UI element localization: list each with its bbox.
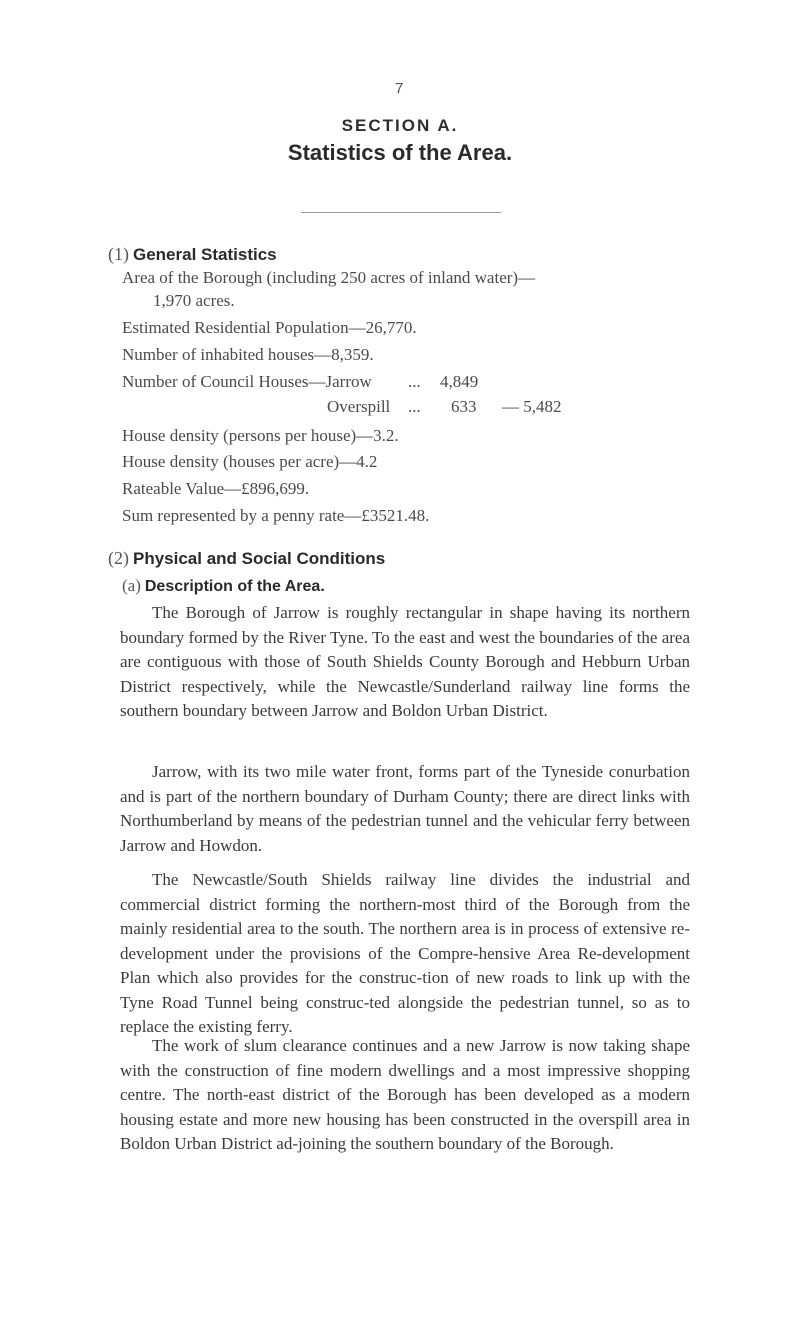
physical-conditions-heading	[108, 548, 385, 569]
penny-rate-line: Sum represented by a penny rate—£3521.48.	[122, 506, 430, 525]
physical-conditions-title: Physical and Social Conditions	[133, 549, 386, 568]
page-title: Statistics of the Area.	[287, 140, 513, 165]
general-statistics-heading	[108, 244, 277, 265]
area-line-1: Area of the Borough (including 250 acres of inland water)—	[122, 268, 536, 287]
general-statistics-number: (1)	[108, 244, 129, 264]
density-houses-line: House density (houses per acre)—4.2	[122, 452, 378, 471]
overspill-label: Overspill	[327, 397, 391, 416]
physical-conditions-number: (2)	[108, 548, 129, 568]
population-line: Estimated Residential Population—26,770.	[122, 318, 417, 337]
houses-line: Number of inhabited houses—8,359.	[122, 345, 374, 364]
paragraph-3: The Newcastle/South Shields railway line divides the industrial and commercial district forming the northern-most third of the Borough from the mainly residential area to the south. The northern area is in process of extensive re-development under the provisions of the Compre-hensive Area Re-development Plan which also provides for the construc-tion of new roads to link up with the Tyne Road Tunnel being construc-ted alongside the pedestrian tunnel, so as to replace the existing ferry.	[120, 870, 690, 1036]
council-total-value: — 5,482	[502, 397, 562, 416]
section-label: SECTION A.	[341, 116, 459, 135]
rateable-value-line: Rateable Value—£896,699.	[122, 479, 310, 498]
description-subheading-number: (a)	[122, 576, 141, 595]
council-jarrow-value: 4,849	[440, 372, 479, 391]
council-dots-1: ...	[408, 372, 421, 391]
title-divider	[301, 212, 501, 213]
council-houses-label: Number of Council Houses—Jarrow	[122, 372, 372, 391]
page-number: 7	[395, 80, 404, 97]
general-statistics-title: General Statistics	[133, 245, 277, 264]
description-subheading-title: Description of the Area.	[144, 578, 325, 595]
paragraph-1: The Borough of Jarrow is roughly rectangular in shape having its northern boundary formed by the River Tyne. To the east and west the boundaries of the area are contiguous with those of South Shields County Borough and Hebburn Urban District respectively, while the Newcastle/Sunderland railway line forms the southern boundary between Jarrow and Boldon Urban District.	[120, 603, 690, 720]
area-line-2: 1,970 acres.	[153, 291, 235, 310]
council-dots-2: ...	[408, 397, 421, 416]
density-persons-line: House density (persons per house)—3.2.	[122, 426, 399, 445]
description-subheading	[122, 576, 325, 596]
paragraph-2: Jarrow, with its two mile water front, forms part of the Tyneside conurbation and is part of the northern boundary of Durham County; there are direct links with Northumberland by means of the pedestrian tunnel and the vehicular ferry between Jarrow and Howdon.	[120, 762, 690, 855]
council-overspill-value: 633	[451, 397, 477, 416]
paragraph-4: The work of slum clearance continues and a new Jarrow is now taking shape with the construction of fine modern dwellings and a most impressive shopping centre. The north-east district of the Borough has been developed as a modern housing estate and more new housing has been constructed in the overspill area in Boldon Urban District ad-joining the southern boundary of the Borough.	[120, 1036, 690, 1153]
